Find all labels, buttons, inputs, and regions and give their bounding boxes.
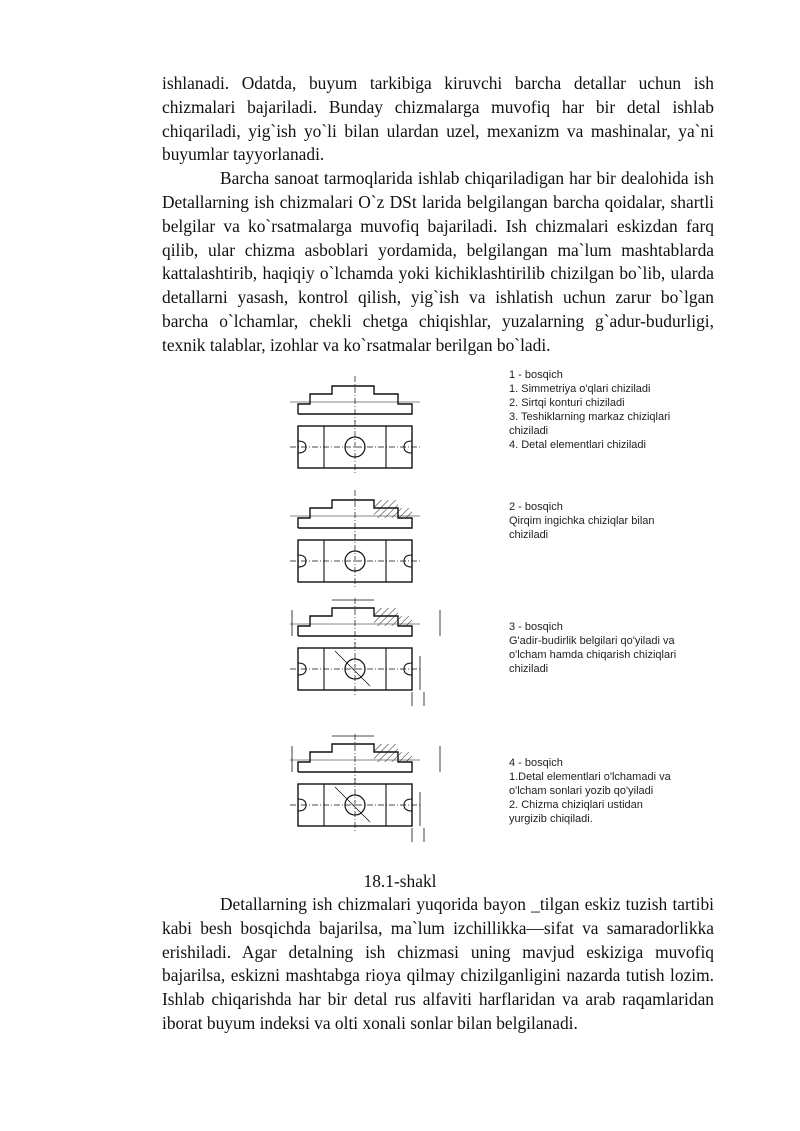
step-3-notes xyxy=(509,620,709,676)
step-1-line: chiziladi xyxy=(509,425,549,437)
step-4-line: 4 - bosqich xyxy=(509,757,563,769)
step-2-notes xyxy=(509,500,709,542)
step-1-line: 1. Simmetriya o'qlari chiziladi xyxy=(509,383,651,395)
step-3-line: G'adir-budirlik belgilari qo'yiladi va xyxy=(509,635,675,647)
step-4-line: 1.Detal elementlari o'lchamadi va xyxy=(509,771,671,783)
step-4-line: 2. Chizma chiziqlari ustidan xyxy=(509,799,643,811)
step-2-line: 2 - bosqich xyxy=(509,501,563,513)
stage-2-drawing xyxy=(290,490,420,588)
step-2-line: Qirqim ingichka chiziqlar bilan xyxy=(509,515,655,527)
step-4-notes xyxy=(509,756,709,826)
step-4-line: o'lcham sonlari yozib qo'yiladi xyxy=(509,785,654,797)
figure-caption: 18.1-shakl xyxy=(363,871,437,891)
top-text-block xyxy=(162,72,714,358)
bottom-text-block xyxy=(162,893,714,1036)
step-1-line: 4. Detal elementlari chiziladi xyxy=(509,439,646,451)
step-3-line: chiziladi xyxy=(509,663,549,675)
step-1-line: 3. Teshiklarning markaz chiziqlari xyxy=(509,411,671,423)
stage-4-drawing xyxy=(290,734,440,842)
step-1-line: 2. Sirtqi konturi chiziladi xyxy=(509,397,625,409)
step-4-line: yurgizib chiqiladi. xyxy=(509,813,593,825)
paragraph-3: Detallarning ish chizmalari yuqorida bayon _tilgan eskiz tuzish tartibi kabi besh bosqichda bajarilsa, ma`lum izchillikka—sifat va samaradorlikka erishiladi. Agar detalning ish chizmasi uning mavjud eskiziga muvofiq bajarilsa, eskizni mashtabga rioya qilmay chizilganligini nazarda tutish lozim. Ishlab chiqarishda har bir detal rus alfaviti harflaridan va arab raqamlaridan iborat buyum indeksi va olti xonali sonlar bilan belgilanadi. xyxy=(162,894,714,1033)
paragraph-2: Barcha sanoat tarmoqlarida ishlab chiqariladigan har bir dealohida ish Detallarning ish chizmalari O`z DSt larida belgilangan barcha qoidalar, shartli belgilar va ko`rsatmalarga muvofiq bajariladi. Ish chizmalari eskizdan farq qilib, ular chizma asboblari yordamida, belgilangan ma`lum mashtablarda kattalashtirib, haqiqiy o`lchamda yoki kichiklashtirilib chizilgan bo`lib, ularda detallarni yasash, kontrol qilish, yig`ish va ishlatish uchun zarur bo`lgan barcha o`lchamlar, chekli chetga chiqishlar, yuzalarning g`adur-budurligi, texnik talablar, izohlar va ko`rsatmalar berilgan bo`ladi. xyxy=(162,168,714,355)
step-3-line: 3 - bosqich xyxy=(509,621,563,633)
step-1-line: 1 - bosqich xyxy=(509,369,563,381)
stage-1-drawing xyxy=(290,376,420,474)
stage-3-drawing xyxy=(290,598,440,706)
step-2-line: chiziladi xyxy=(509,529,549,541)
step-3-line: o'lcham hamda chiqarish chiziqlari xyxy=(509,649,677,661)
paragraph-1: ishlanadi. Odatda, buyum tarkibiga kiruvchi barcha detallar uchun ish chizmalari bajariladi. Bunday chizmalarga muvofiq har bir detal ishlab chiqariladi, yig`ish yo`li bilan ulardan uzel, mexanizm va mashinalar, ya`ni buyumlar tayyorlanadi. xyxy=(162,73,714,165)
step-1-notes xyxy=(509,368,709,452)
